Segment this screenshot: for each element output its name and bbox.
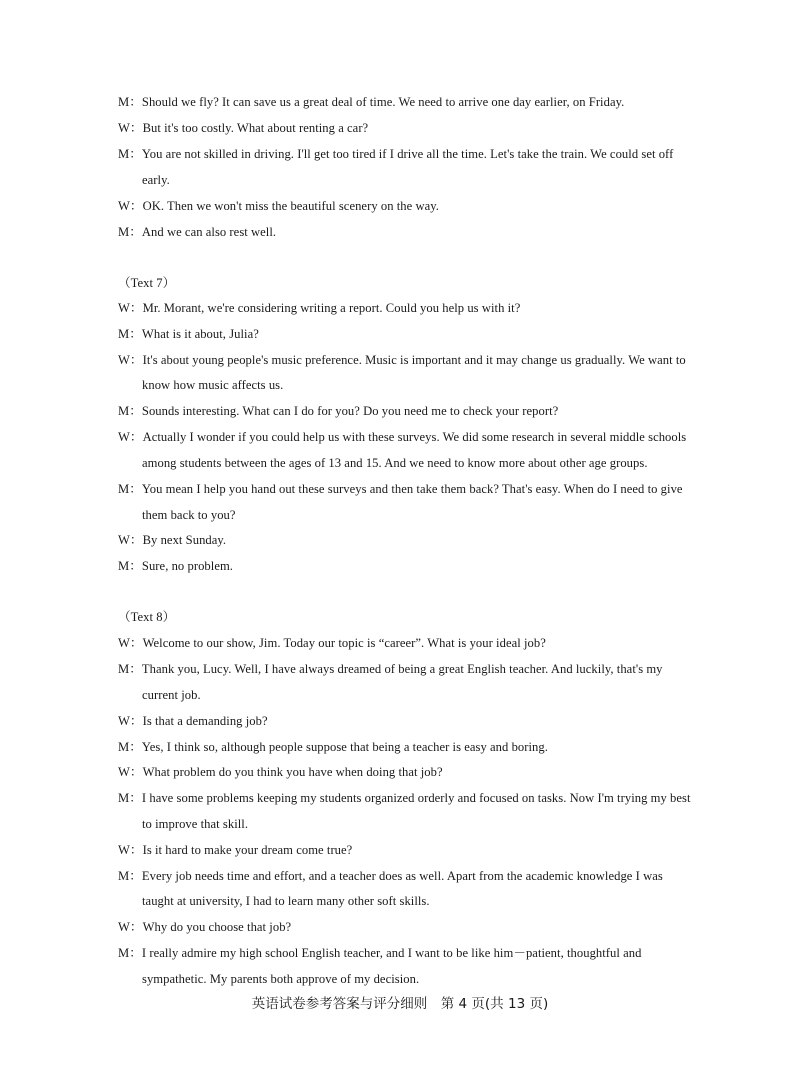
speaker-label: M： xyxy=(118,147,142,161)
speaker-label: W： xyxy=(118,430,143,444)
dialogue-text: You are not skilled in driving. I'll get too tired if I drive all the time. Let's take the train. We could set off xyxy=(141,147,674,161)
dialogue-text: Actually I wonder if you could help us with these surveys. We did some research in several middle schools xyxy=(142,430,687,444)
dialogue-line xyxy=(118,224,276,240)
section-heading-text7: （Text 7） xyxy=(118,276,176,290)
dialogue-text: And we can also rest well. xyxy=(141,225,277,239)
dialogue-text: I really admire my high school English teacher, and I want to be like him－patient, thoughtful and xyxy=(141,946,642,960)
speaker-label: M： xyxy=(118,327,142,341)
dialogue-text: Is that a demanding job? xyxy=(142,714,268,728)
speaker-label: M： xyxy=(118,225,142,239)
dialogue-text: It's about young people's music preference. Music is important and it may change us gradually. We want to xyxy=(142,353,686,367)
dialogue-text: What problem do you think you have when doing that job? xyxy=(142,765,443,779)
dialogue-line xyxy=(118,739,548,755)
speaker-label: M： xyxy=(118,946,142,960)
dialogue-line xyxy=(118,198,439,214)
speaker-label: M： xyxy=(118,791,142,805)
speaker-label: W： xyxy=(118,199,143,213)
dialogue-continuation: current job. xyxy=(142,688,201,702)
speaker-label: W： xyxy=(118,843,143,857)
dialogue-text: But it's too costly. What about renting a car? xyxy=(142,121,369,135)
speaker-label: W： xyxy=(118,353,143,367)
dialogue-continuation: taught at university, I had to learn many other soft skills. xyxy=(142,894,430,908)
dialogue-continuation: to improve that skill. xyxy=(142,817,249,831)
dialogue-text: You mean I help you hand out these surveys and then take them back? That's easy. When do I need to give xyxy=(141,482,683,496)
dialogue-text: Thank you, Lucy. Well, I have always dreamed of being a great English teacher. And luckily, that's my xyxy=(141,662,663,676)
dialogue-line xyxy=(118,558,233,574)
dialogue-text: Why do you choose that job? xyxy=(142,920,292,934)
dialogue-line xyxy=(118,661,663,677)
dialogue-line xyxy=(118,919,291,935)
speaker-label: W： xyxy=(118,636,143,650)
dialogue-continuation: sympathetic. My parents both approve of my decision. xyxy=(142,972,420,986)
speaker-label: M： xyxy=(118,559,142,573)
dialogue-line xyxy=(118,146,673,162)
speaker-label: M： xyxy=(118,95,142,109)
dialogue-line xyxy=(118,429,686,445)
dialogue-line xyxy=(118,764,443,780)
dialogue-text: Sure, no problem. xyxy=(141,559,233,573)
dialogue-line xyxy=(118,945,641,961)
dialogue-text: OK. Then we won't miss the beautiful scenery on the way. xyxy=(142,199,439,213)
section-heading-text8: （Text 8） xyxy=(118,610,176,624)
dialogue-text: Welcome to our show, Jim. Today our topic is “career”. What is your ideal job? xyxy=(142,636,546,650)
speaker-label: M： xyxy=(118,404,142,418)
dialogue-line xyxy=(118,635,546,651)
dialogue-line xyxy=(118,403,558,419)
speaker-label: W： xyxy=(118,765,143,779)
page-footer: 英语试卷参考答案与评分细则 第 4 页(共 13 页) xyxy=(251,996,549,1012)
speaker-label: W： xyxy=(118,301,143,315)
dialogue-line xyxy=(118,300,520,316)
dialogue-line xyxy=(118,868,663,884)
dialogue-continuation: among students between the ages of 13 and 15. And we need to know more about other age groups. xyxy=(142,456,648,470)
dialogue-continuation: them back to you? xyxy=(142,508,236,522)
dialogue-text: Mr. Morant, we're considering writing a report. Could you help us with it? xyxy=(142,301,521,315)
dialogue-line xyxy=(118,790,691,806)
speaker-label: M： xyxy=(118,482,142,496)
dialogue-text: I have some problems keeping my students organized orderly and focused on tasks. Now I'm trying my best xyxy=(141,791,691,805)
dialogue-line xyxy=(118,352,686,368)
dialogue-line xyxy=(118,842,352,858)
dialogue-text: Every job needs time and effort, and a teacher does as well. Apart from the academic knowledge I was xyxy=(141,869,663,883)
dialogue-text: Sounds interesting. What can I do for you? Do you need me to check your report? xyxy=(141,404,559,418)
dialogue-line xyxy=(118,713,268,729)
speaker-label: W： xyxy=(118,920,143,934)
dialogue-text: Should we fly? It can save us a great deal of time. We need to arrive one day earlier, on Friday. xyxy=(141,95,625,109)
dialogue-continuation: know how music affects us. xyxy=(142,378,284,392)
speaker-label: M： xyxy=(118,662,142,676)
dialogue-continuation: early. xyxy=(142,173,170,187)
dialogue-text: By next Sunday. xyxy=(142,533,227,547)
speaker-label: W： xyxy=(118,714,143,728)
speaker-label: W： xyxy=(118,121,143,135)
dialogue-line xyxy=(118,481,683,497)
speaker-label: W： xyxy=(118,533,143,547)
dialogue-line xyxy=(118,532,226,548)
dialogue-line xyxy=(118,326,259,342)
dialogue-text: Is it hard to make your dream come true? xyxy=(142,843,353,857)
dialogue-line xyxy=(118,94,624,110)
dialogue-text: What is it about, Julia? xyxy=(141,327,259,341)
dialogue-line xyxy=(118,120,368,136)
speaker-label: M： xyxy=(118,869,142,883)
dialogue-text: Yes, I think so, although people suppose that being a teacher is easy and boring. xyxy=(141,740,548,754)
speaker-label: M： xyxy=(118,740,142,754)
